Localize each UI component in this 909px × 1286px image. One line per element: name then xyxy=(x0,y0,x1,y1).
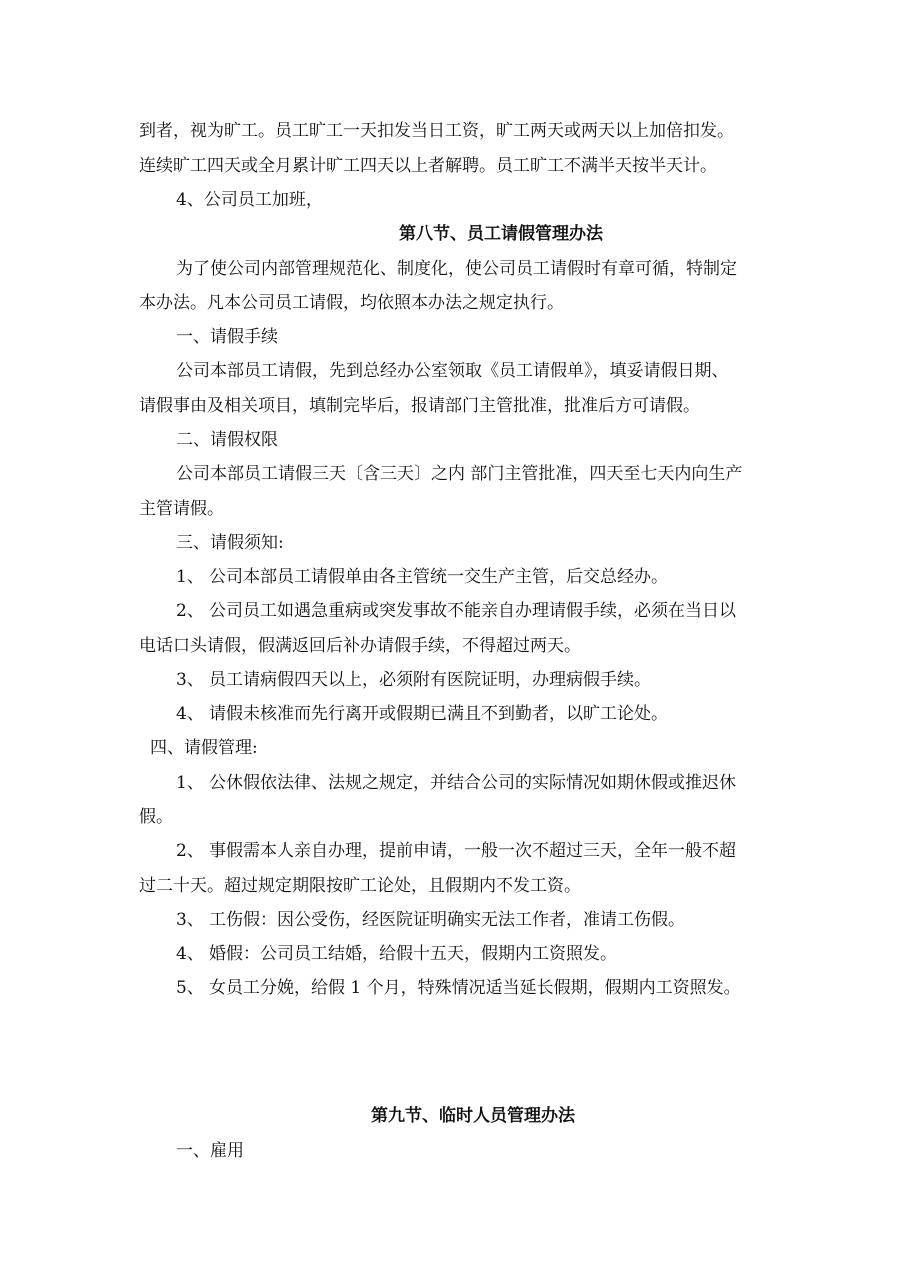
list-number: 5、 xyxy=(176,978,204,998)
list-text: 请假未核准而先行离开或假期已满且不到勤者，以旷工论处。 xyxy=(209,704,668,724)
list-item xyxy=(176,976,816,1000)
list-item xyxy=(176,599,816,623)
paragraph-line: 电话口头请假，假满返回后补办请假手续，不得超过两天。 xyxy=(139,636,581,656)
list-number: 4、 xyxy=(176,704,204,724)
list-text: 女员工分娩，给假 1 个月，特殊情况适当延长假期，假期内工资照发。 xyxy=(209,978,741,998)
paragraph-line: 过二十天。超过规定期限按旷工论处，且假期内不发工资。 xyxy=(139,876,581,896)
subsection-title: 一、雇用 xyxy=(176,1141,244,1161)
section-heading: 第九节、临时人员管理办法 xyxy=(371,1106,575,1126)
paragraph-line: 公司本部员工请假，先到总经办公室领取《员工请假单》，填妥请假日期、 xyxy=(176,361,729,381)
paragraph-line: 主管请假。 xyxy=(139,499,224,519)
subsection-title: 三、请假须知: xyxy=(176,533,284,553)
paragraph-line: 本办法。凡本公司员工请假，均依照本办法之规定执行。 xyxy=(139,293,564,313)
list-text: 公休假依法律、法规之规定，并结合公司的实际情况如期休假或推迟休 xyxy=(209,773,736,793)
list-item xyxy=(176,771,816,795)
list-text: 公司本部员工请假单由各主管统一交生产主管，后交总经办。 xyxy=(209,567,668,587)
paragraph-line: 为了使公司内部管理规范化、制度化，使公司员工请假时有章可循，特制定 xyxy=(176,259,737,279)
list-text: 婚假：公司员工结婚，给假十五天，假期内工资照发。 xyxy=(209,944,617,964)
list-text: 工伤假：因公受伤，经医院证明确实无法工作者，准请工伤假。 xyxy=(209,910,685,930)
list-item xyxy=(176,942,816,966)
paragraph-line: 请假事由及相关项目，填制完毕后，报请部门主管批准，批准后方可请假。 xyxy=(139,396,700,416)
list-item xyxy=(176,839,816,863)
list-text: 员工请病假四天以上，必须附有医院证明，办理病假手续。 xyxy=(209,670,651,690)
paragraph-line: 公司本部员工请假三天〔含三天〕之内 部门主管批准，四天至七天内向生产 xyxy=(176,464,743,484)
list-number: 4、 xyxy=(176,944,204,964)
list-item xyxy=(176,565,816,589)
subsection-title: 一、请假手续 xyxy=(176,327,278,347)
subsection-title: 二、请假权限 xyxy=(176,430,278,450)
list-number: 2、 xyxy=(176,601,204,621)
list-item xyxy=(176,702,816,726)
paragraph-line: 到者，视为旷工。员工旷工一天扣发当日工资，旷工两天或两天以上加倍扣发。 xyxy=(139,121,734,141)
list-item xyxy=(176,668,816,692)
list-number: 1、 xyxy=(176,773,204,793)
list-text: 公司员工如遇急重病或突发事故不能亲自办理请假手续，必须在当日以 xyxy=(209,601,736,621)
paragraph-line: 假。 xyxy=(139,807,173,827)
paragraph-line: 连续旷工四天或全月累计旷工四天以上者解聘。员工旷工不满半天按半天计。 xyxy=(139,156,717,176)
list-number: 2、 xyxy=(176,841,204,861)
list-number: 3、 xyxy=(176,910,204,930)
list-number: 1、 xyxy=(176,567,204,587)
list-item: 4、公司员工加班， xyxy=(176,190,323,210)
subsection-title: 四、请假管理: xyxy=(150,738,258,758)
list-item xyxy=(176,908,816,932)
list-number: 3、 xyxy=(176,670,204,690)
section-heading: 第八节、员工请假管理办法 xyxy=(399,224,603,244)
list-text: 事假需本人亲自办理，提前申请，一般一次不超过三天，全年一般不超 xyxy=(209,841,736,861)
